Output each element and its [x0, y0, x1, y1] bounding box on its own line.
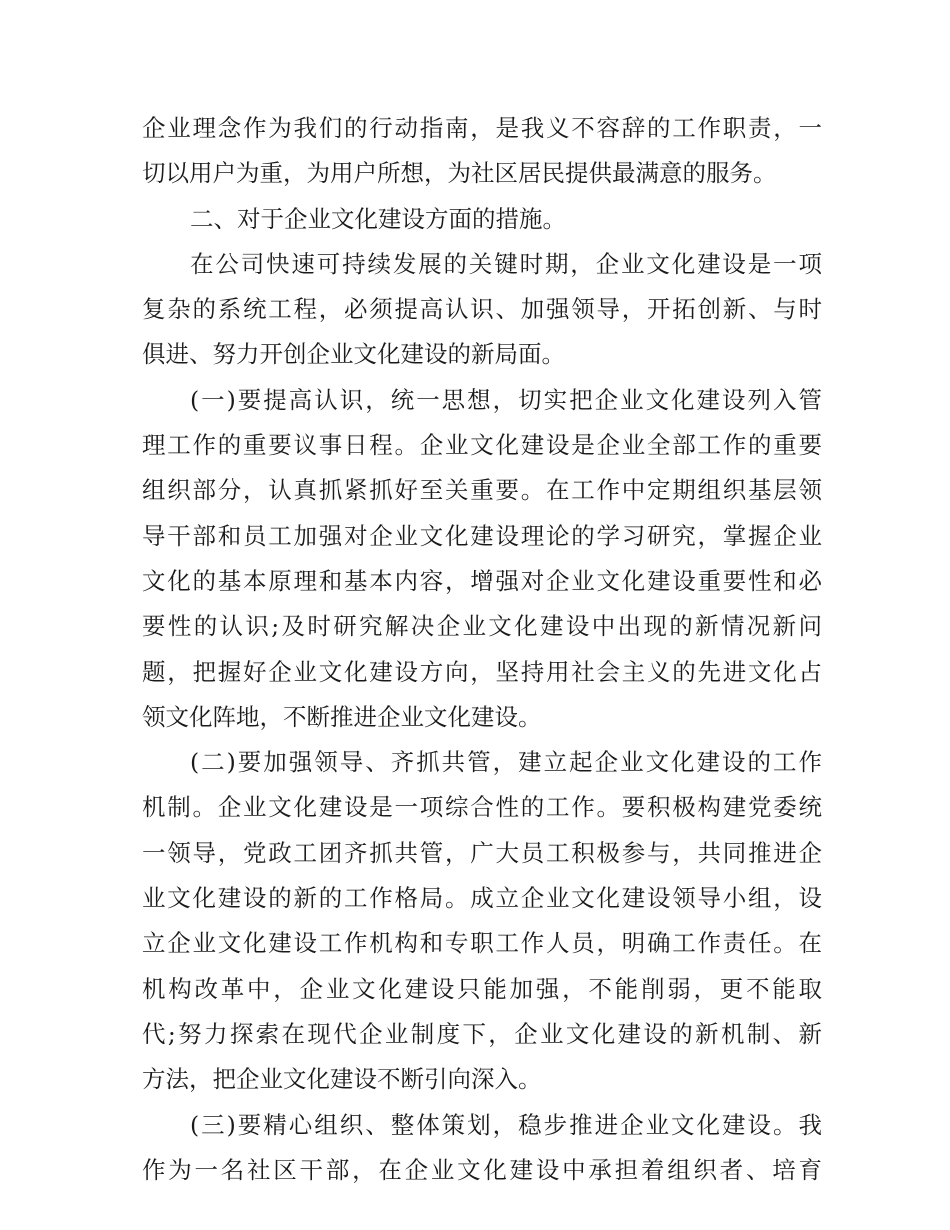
text-line: 题，把握好企业文化建设方向，坚持用社会主义的先进文化占	[142, 657, 822, 686]
text-line: 立企业文化建设工作机构和专职工作人员，明确工作责任。在	[142, 929, 822, 958]
text-line: 领文化阵地，不断推进企业文化建设。	[142, 702, 542, 731]
section-heading: 二、对于企业文化建设方面的措施。	[190, 204, 566, 233]
text-line: 作为一名社区干部，在企业文化建设中承担着组织者、培育	[142, 1155, 822, 1184]
text-line: 复杂的系统工程，必须提高认识、加强领导，开拓创新、与时	[142, 295, 822, 324]
text-line: 导干部和员工加强对企业文化建设理论的学习研究，掌握企业	[142, 521, 822, 550]
text-line: 俱进、努力开创企业文化建设的新局面。	[142, 340, 565, 369]
text-line: 机构改革中，企业文化建设只能加强，不能削弱，更不能取	[142, 974, 822, 1003]
text-line: 组织部分，认真抓紧抓好至关重要。在工作中定期组织基层领	[142, 476, 822, 505]
text-line: 理工作的重要议事日程。企业文化建设是企业全部工作的重要	[142, 431, 822, 460]
text-line: 企业理念作为我们的行动指南，是我义不容辞的工作职责，一	[142, 114, 822, 142]
text-line: (一)要提高认识，统一思想，切实把企业文化建设列入管	[190, 385, 822, 414]
document-body	[142, 106, 822, 1193]
text-line: 方法，把企业文化建设不断引向深入。	[142, 1065, 542, 1094]
text-line: (二)要加强领导、齐抓共管，建立起企业文化建设的工作	[190, 748, 822, 777]
text-line: 要性的认识;及时研究解决企业文化建设中出现的新情况新问	[142, 612, 822, 641]
text-line: 文化的基本原理和基本内容，增强对企业文化建设重要性和必	[142, 566, 822, 595]
text-line: 代;努力探索在现代企业制度下，企业文化建设的新机制、新	[142, 1019, 822, 1048]
text-line: 在公司快速可持续发展的关键时期，企业文化建设是一项	[190, 249, 822, 278]
text-line: 机制。企业文化建设是一项综合性的工作。要积极构建党委统	[142, 793, 822, 822]
text-line: 一领导，党政工团齐抓共管，广大员工积极参与，共同推进企	[142, 838, 822, 867]
text-line: 业文化建设的新的工作格局。成立企业文化建设领导小组，设	[142, 884, 822, 913]
text-line: (三)要精心组织、整体策划，稳步推进企业文化建设。我	[190, 1110, 822, 1139]
text-line: 切以用户为重，为用户所想，为社区居民提供最满意的服务。	[142, 159, 777, 188]
